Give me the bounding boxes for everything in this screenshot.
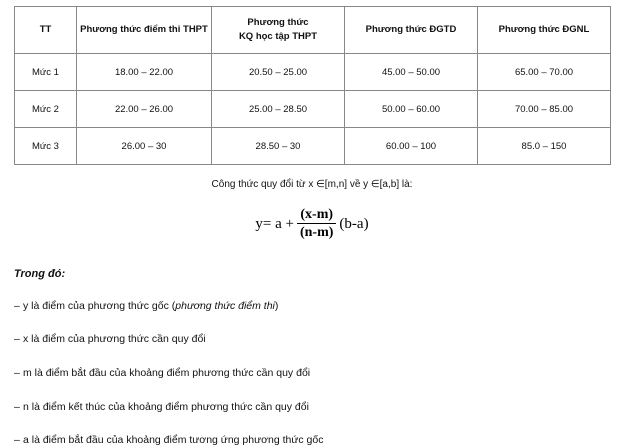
cell-dgtd: 50.00 – 60.00	[345, 91, 478, 128]
cell-level: Mức 1	[15, 54, 77, 91]
note-emphasis: phương thức điểm thi	[175, 299, 275, 312]
column-header-dgnl: Phương thức ĐGNL	[478, 7, 611, 54]
formula-caption: Công thức quy đổi từ x ∈[m,n] về y ∈[a,b] là:	[211, 179, 413, 190]
score-conversion-table	[14, 6, 611, 165]
legend-title: Trong đó:	[14, 267, 66, 280]
column-header-thpt-study-line2: KQ học tập THPT	[238, 31, 318, 42]
note-tail: )	[274, 299, 279, 312]
table-row	[15, 54, 611, 91]
cell-level: Mức 2	[15, 91, 77, 128]
formula-denominator: (n-m)	[299, 225, 334, 241]
formula-left-side: y= a +	[255, 216, 294, 233]
dash-marker: –	[14, 434, 20, 447]
cell-thpt-study: 20.50 – 25.00	[212, 54, 345, 91]
fraction-bar	[297, 223, 336, 224]
table-row	[15, 91, 611, 128]
table-row	[15, 128, 611, 165]
cell-thpt-study: 25.00 – 28.50	[212, 91, 345, 128]
list-item	[14, 434, 610, 448]
note-text: x là điểm của phương thức cần quy đổi	[23, 333, 206, 346]
dash-marker: –	[14, 333, 20, 346]
note-text: y là điểm của phương thức gốc (	[23, 299, 176, 312]
cell-thpt-exam: 22.00 – 26.00	[77, 91, 212, 128]
list-item	[14, 367, 610, 381]
column-header-thpt-exam: Phương thức điểm thi THPT	[77, 7, 212, 54]
list-item	[14, 401, 610, 415]
column-header-tt: TT	[15, 7, 77, 54]
column-header-thpt-study	[212, 7, 345, 54]
dash-marker: –	[14, 367, 20, 380]
conversion-formula	[14, 208, 610, 242]
cell-thpt-study: 28.50 – 30	[212, 128, 345, 165]
table-body	[15, 54, 611, 165]
dash-marker: –	[14, 299, 20, 312]
formula-fraction	[297, 207, 336, 241]
column-header-dgtd: Phương thức ĐGTD	[345, 7, 478, 54]
column-header-thpt-study-line1: Phương thức	[247, 17, 309, 29]
cell-thpt-exam: 18.00 – 22.00	[77, 54, 212, 91]
note-text: a là điểm bắt đầu của khoảng điểm tương ứng phương thức gốc	[23, 434, 324, 447]
cell-dgnl: 65.00 – 70.00	[478, 54, 611, 91]
dash-marker: –	[14, 400, 20, 413]
cell-thpt-exam: 26.00 – 30	[77, 128, 212, 165]
list-item	[14, 300, 610, 314]
formula-numerator: (x-m)	[300, 207, 334, 222]
formula-right-side: (b-a)	[339, 216, 369, 233]
table-header	[15, 7, 611, 54]
cell-dgnl: 70.00 – 85.00	[478, 91, 611, 128]
cell-dgtd: 45.00 – 50.00	[345, 54, 478, 91]
note-text: n là điểm kết thúc của khoảng điểm phương thức cần quy đổi	[23, 400, 309, 413]
cell-level: Mức 3	[15, 128, 77, 165]
cell-dgnl: 85.0 – 150	[478, 128, 611, 165]
cell-dgtd: 60.00 – 100	[345, 128, 478, 165]
list-item	[14, 333, 610, 347]
note-text: m là điểm bắt đầu của khoảng điểm phương thức cần quy đổi	[23, 367, 311, 380]
legend-list	[14, 300, 610, 448]
table-header-row	[15, 7, 611, 54]
